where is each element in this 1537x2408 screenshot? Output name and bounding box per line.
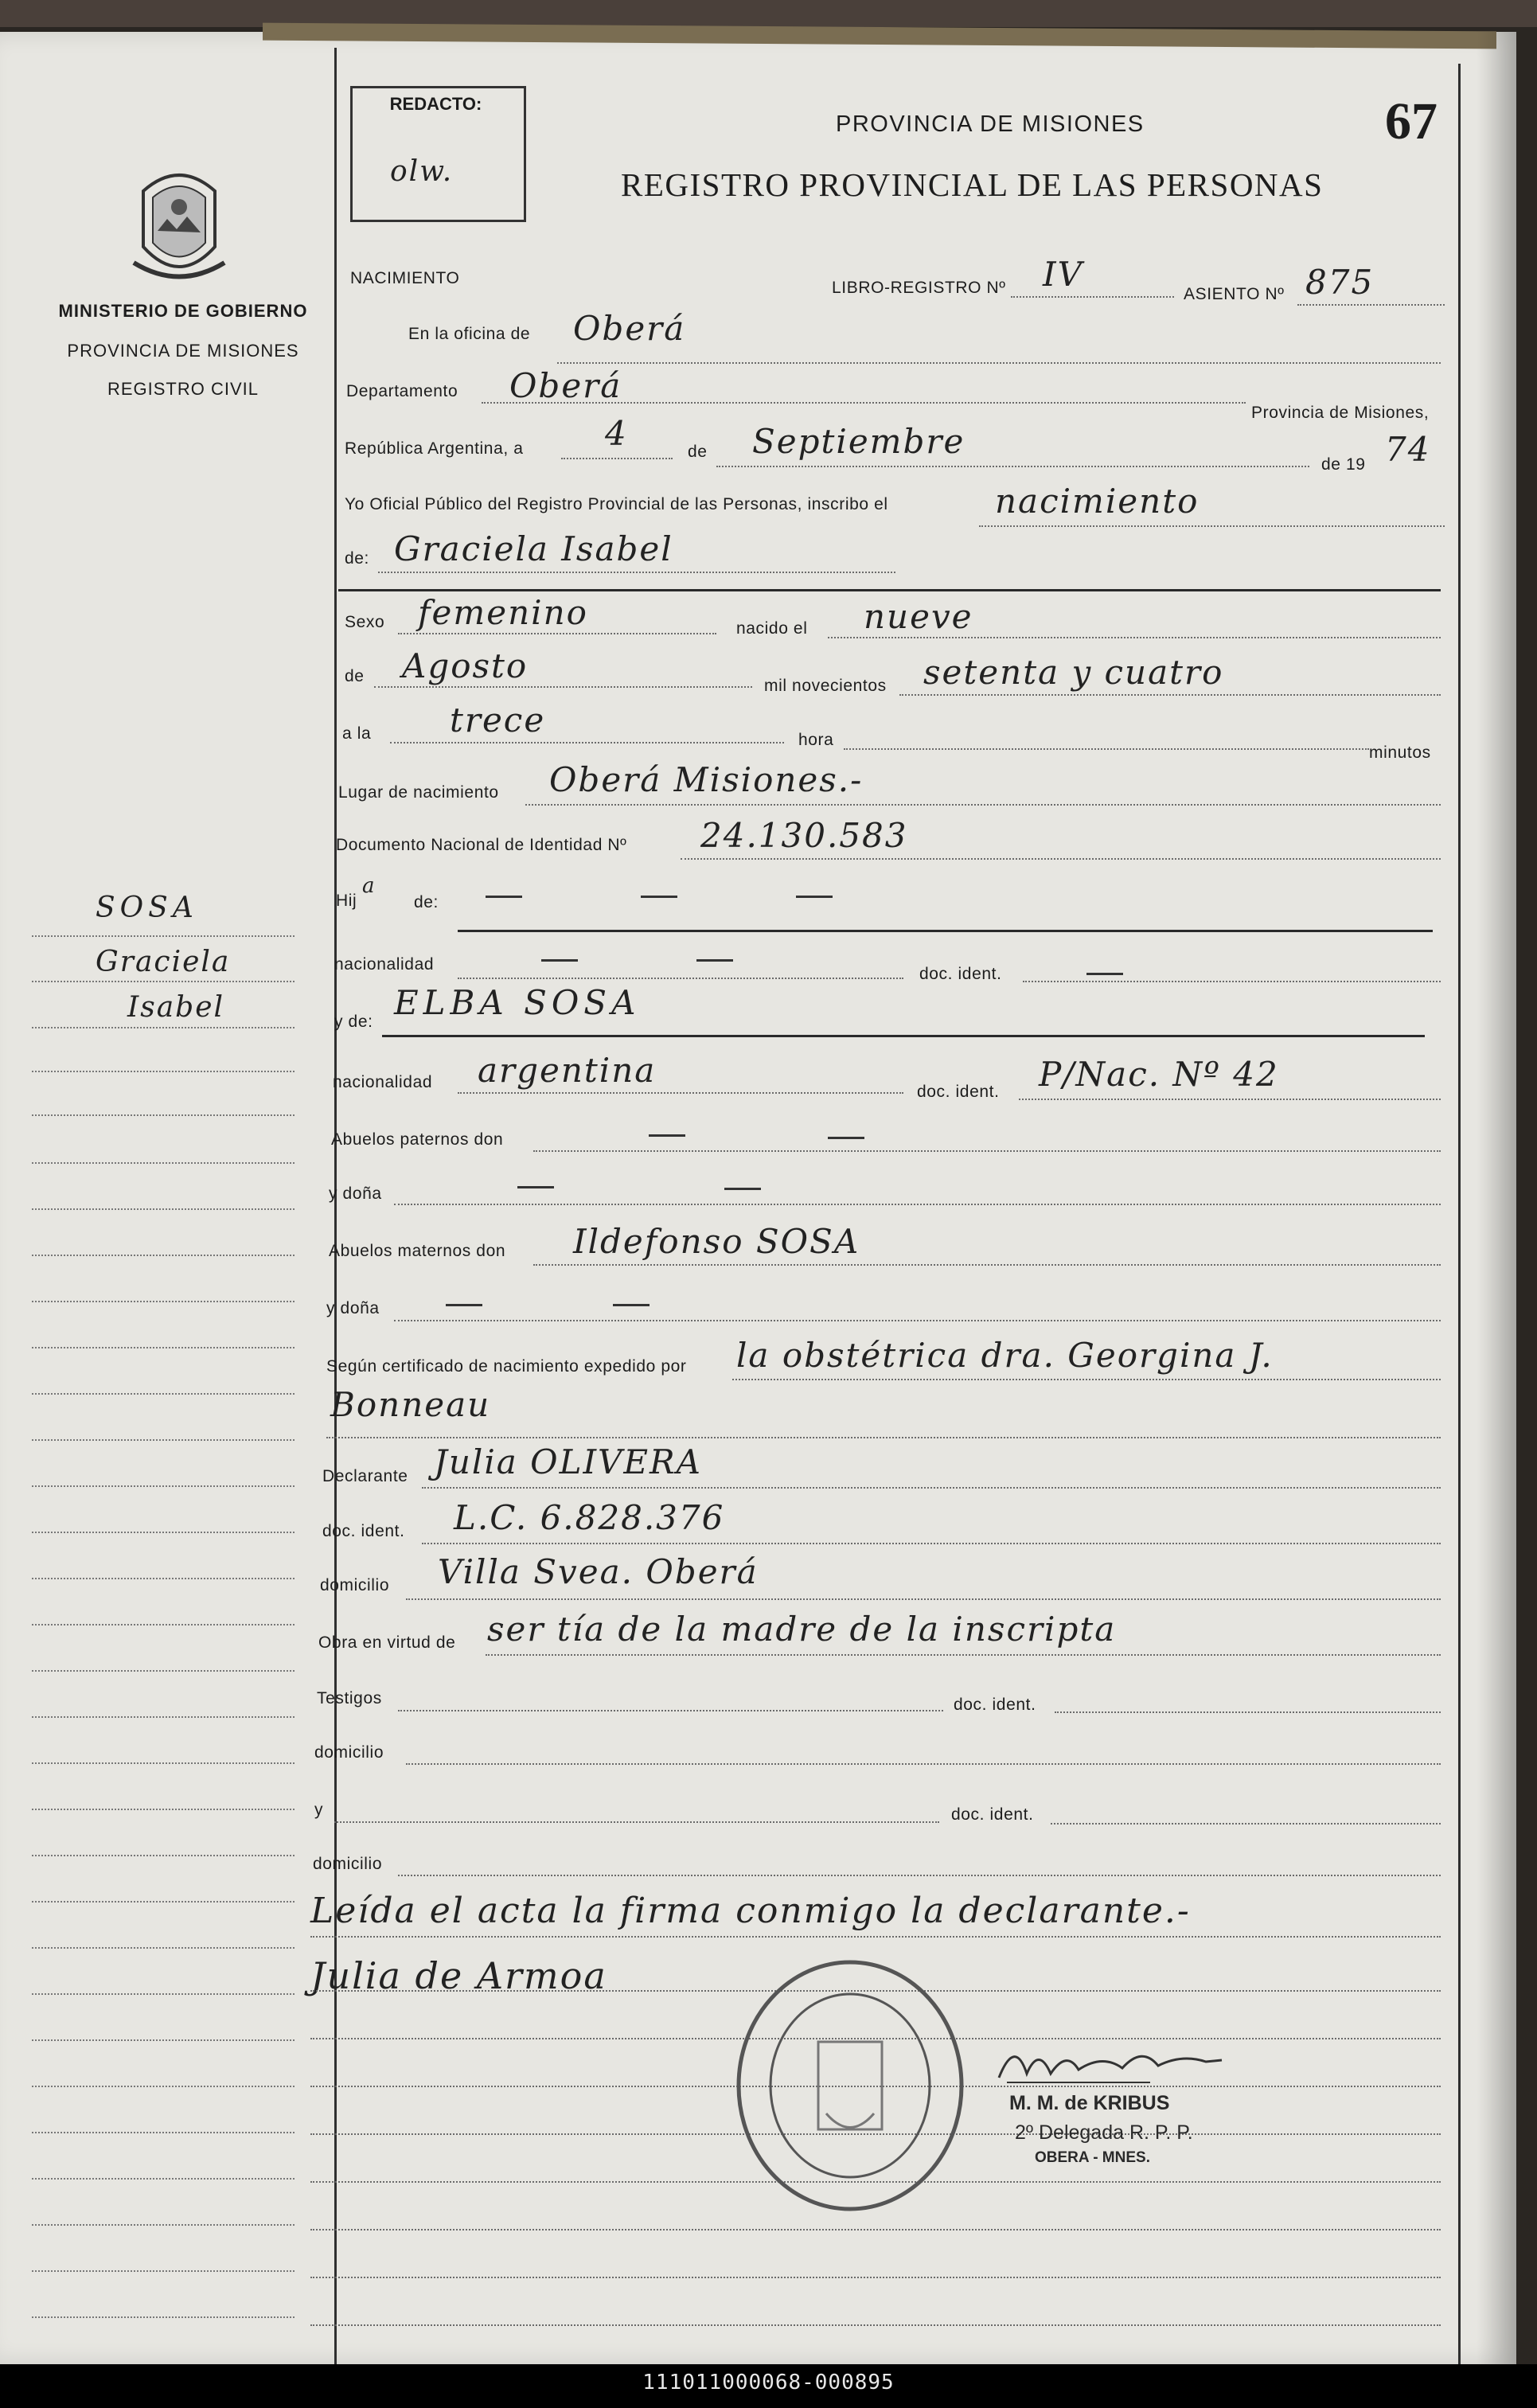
hora-nac-line xyxy=(390,742,784,743)
asiento-value: 875 xyxy=(1305,263,1375,302)
sexo-value: femenino xyxy=(418,593,588,632)
testigo1-doc-label: doc. ident. xyxy=(954,1696,1036,1714)
declarante-doc-label: doc. ident. xyxy=(322,1522,405,1540)
testigos-line xyxy=(398,1710,943,1711)
declarante-line xyxy=(422,1487,1441,1489)
document-code: 111011000068-000895 xyxy=(642,2371,895,2394)
ala-label: a la xyxy=(342,724,372,743)
testigo2-doc-line xyxy=(1051,1823,1441,1825)
nacionalidad-madre-value: argentina xyxy=(478,1051,657,1090)
de-label: de xyxy=(688,443,708,461)
nac-padre-blank-2 xyxy=(696,959,733,962)
sexo-label: Sexo xyxy=(345,613,385,631)
nacionalidad-padre-label: nacionalidad xyxy=(334,955,435,974)
certificado-line-2 xyxy=(326,1437,1441,1438)
abuelo-pat-blank-2 xyxy=(828,1137,864,1139)
certificado-label: Según certificado de nacimiento expedido por xyxy=(326,1357,687,1376)
dia-line xyxy=(561,458,673,459)
minutos-label: minutos xyxy=(1369,743,1431,762)
asiento-label: ASIENTO Nº xyxy=(1184,285,1285,303)
officer-title: 2º Delegada R. P. P. xyxy=(1015,2121,1193,2144)
section-rule xyxy=(338,589,1441,591)
mes-nac-line xyxy=(374,686,752,688)
padre-blank-3 xyxy=(796,896,833,898)
nac-padre-blank-1 xyxy=(541,959,578,962)
body-line-6 xyxy=(310,2229,1441,2230)
oficina-line xyxy=(557,362,1441,364)
book-top-edge xyxy=(0,0,1537,27)
abuela-materna-line xyxy=(394,1320,1441,1321)
lugar-line xyxy=(525,804,1441,806)
margin-surname: SOSA xyxy=(96,892,198,924)
nacionalidad-padre-line xyxy=(458,978,903,979)
hij-label: Hij xyxy=(336,892,357,910)
nombre-label: de: xyxy=(345,549,369,568)
testigo1-domicilio-label: domicilio xyxy=(314,1743,384,1762)
margin-second-name: Isabel xyxy=(127,991,225,1024)
nacido-value: nueve xyxy=(864,597,973,636)
departamento-label: Departamento xyxy=(346,382,458,400)
abuela-pat-blank-1 xyxy=(517,1186,554,1188)
act-type-label: NACIMIENTO xyxy=(350,269,460,287)
abuelo-pat-blank-1 xyxy=(649,1134,685,1137)
testigos-label: Testigos xyxy=(317,1689,382,1707)
oficina-value: Oberá xyxy=(573,309,686,348)
margin-first-name: Graciela xyxy=(96,946,231,978)
margin-rule xyxy=(334,48,337,2364)
hora-label: hora xyxy=(798,731,834,749)
abuelos-paternos-line xyxy=(533,1150,1441,1152)
departamento-value: Oberá xyxy=(509,366,622,405)
testigo2-line xyxy=(334,1821,939,1823)
republica-label: República Argentina, a xyxy=(345,439,524,458)
asiento-line xyxy=(1297,304,1445,306)
anio-nac-value: setenta y cuatro xyxy=(923,653,1224,692)
declarante-value: Julia OLIVERA xyxy=(434,1442,703,1481)
office-title: REGISTRO CIVIL xyxy=(107,379,259,399)
certificado-value-2: Bonneau xyxy=(330,1385,491,1424)
province-heading: PROVINCIA DE MISIONES xyxy=(836,111,1145,137)
body-line-8 xyxy=(310,2324,1441,2326)
mes-line xyxy=(716,466,1309,467)
abuela-mat-blank-1 xyxy=(446,1304,482,1306)
anio-value: 74 xyxy=(1385,430,1431,469)
madre-rule xyxy=(382,1035,1425,1037)
mil-label: mil novecientos xyxy=(764,677,887,695)
inscribo-value: nacimiento xyxy=(995,482,1200,521)
madre-label: y de: xyxy=(334,1013,373,1031)
abuela-paterna-label: y doña xyxy=(329,1184,382,1203)
libro-value: IV xyxy=(1043,255,1083,294)
province-title: PROVINCIA DE MISIONES xyxy=(67,341,299,361)
nombre-value: Graciela Isabel xyxy=(394,529,673,568)
docident-madre-label: doc. ident. xyxy=(917,1083,1000,1101)
inscribo-label: Yo Oficial Público del Registro Provincial de las Personas, inscribo el xyxy=(345,495,888,513)
domicilio-value: Villa Svea. Oberá xyxy=(438,1552,759,1591)
testigo1-doc-line xyxy=(1055,1711,1441,1713)
declarante-label: Declarante xyxy=(322,1467,408,1485)
dia-value: 4 xyxy=(605,414,628,453)
officer-signature xyxy=(991,2030,1230,2094)
abuela-pat-blank-2 xyxy=(724,1188,761,1190)
mes-nac-value: Agosto xyxy=(402,646,529,685)
mes-value: Septiembre xyxy=(752,422,966,461)
closing-line xyxy=(310,1936,1441,1938)
closing-text: Leída el acta la firma conmigo la declarante.- xyxy=(310,1891,1191,1931)
padre-blank-2 xyxy=(641,896,677,898)
libro-line xyxy=(1011,296,1174,298)
abuelos-maternos-label: Abuelos maternos don xyxy=(329,1242,506,1260)
body-line-7 xyxy=(310,2277,1441,2278)
redacto-initials: olw. xyxy=(390,155,454,188)
testigo2-domicilio-label: domicilio xyxy=(313,1855,383,1873)
testigo2-label: y xyxy=(314,1801,324,1819)
abuela-mat-blank-2 xyxy=(613,1304,650,1306)
abuelo-materno-value: Ildefonso SOSA xyxy=(573,1222,860,1261)
officer-name: M. M. de KRIBUS xyxy=(1009,2092,1170,2114)
abuelos-paternos-label: Abuelos paternos don xyxy=(331,1130,504,1149)
testigo1-domicilio-line xyxy=(406,1763,1441,1765)
libro-label: LIBRO-REGISTRO Nº xyxy=(832,279,1006,297)
dni-label: Documento Nacional de Identidad Nº xyxy=(336,836,627,854)
oficina-label: En la oficina de xyxy=(408,325,531,343)
right-rule xyxy=(1458,64,1461,2364)
padre-blank-1 xyxy=(486,896,522,898)
nacionalidad-madre-line xyxy=(458,1092,903,1094)
misiones-coat-of-arms-icon xyxy=(127,159,231,287)
anio-label: de 19 xyxy=(1321,455,1366,474)
redacto-label: REDACTO: xyxy=(389,94,482,114)
obra-label: Obra en virtud de xyxy=(318,1633,456,1652)
doc-padre-blank xyxy=(1086,973,1123,975)
anio-nac-line xyxy=(899,694,1441,696)
hij-de-label: de: xyxy=(414,893,439,911)
declarante-signature: Julia de Armoa xyxy=(310,1954,607,1997)
ministry-title: MINISTERIO DE GOBIERNO xyxy=(58,301,308,321)
registry-heading: REGISTRO PROVINCIAL DE LAS PERSONAS xyxy=(621,166,1324,203)
de2-label: de xyxy=(345,667,365,685)
declarante-doc-value: L.C. 6.828.376 xyxy=(454,1498,725,1537)
sexo-line xyxy=(398,633,716,634)
nombre-dotted-line xyxy=(378,572,895,573)
doc-madre-value: P/Nac. Nº 42 xyxy=(1039,1055,1279,1094)
madre-value: ELBA SOSA xyxy=(394,983,641,1022)
dni-line xyxy=(681,858,1441,860)
docident-padre-line xyxy=(1023,981,1441,982)
officer-place: OBERA - MNES. xyxy=(1035,2149,1150,2166)
docident-madre-line xyxy=(1019,1099,1441,1100)
official-seal-stamp xyxy=(731,1954,969,2217)
abuela-paterna-line xyxy=(394,1204,1441,1205)
obra-line xyxy=(486,1654,1441,1656)
inscribo-line xyxy=(979,525,1445,527)
docident-padre-label: doc. ident. xyxy=(919,965,1002,983)
lugar-value: Oberá Misiones.- xyxy=(549,760,864,799)
lugar-label: Lugar de nacimiento xyxy=(338,783,499,802)
obra-value: ser tía de la madre de la inscripta xyxy=(487,1610,1117,1649)
page-shadow xyxy=(1477,32,1516,2364)
abuela-materna-label: y doña xyxy=(326,1299,380,1317)
dni-value: 24.130.583 xyxy=(700,816,908,855)
certificado-line xyxy=(732,1379,1441,1380)
certificado-value: la obstétrica dra. Georgina J. xyxy=(736,1336,1274,1375)
minutos-line xyxy=(844,748,1369,750)
abuelos-maternos-line xyxy=(533,1264,1441,1266)
nacido-label: nacido el xyxy=(736,619,808,638)
nacido-line xyxy=(828,637,1441,638)
nacionalidad-madre-label: nacionalidad xyxy=(333,1073,433,1091)
hora-value: trece xyxy=(450,701,546,740)
testigo2-domicilio-line xyxy=(398,1875,1441,1876)
padre-rule xyxy=(458,930,1433,932)
domicilio-line xyxy=(406,1598,1441,1600)
declarante-doc-line xyxy=(422,1543,1441,1544)
domicilio-label: domicilio xyxy=(320,1576,390,1594)
page-number: 67 xyxy=(1385,92,1438,150)
testigo2-doc-label: doc. ident. xyxy=(951,1805,1034,1824)
hij-suffix: a xyxy=(362,874,376,898)
provincia-label: Provincia de Misiones, xyxy=(1251,404,1430,422)
